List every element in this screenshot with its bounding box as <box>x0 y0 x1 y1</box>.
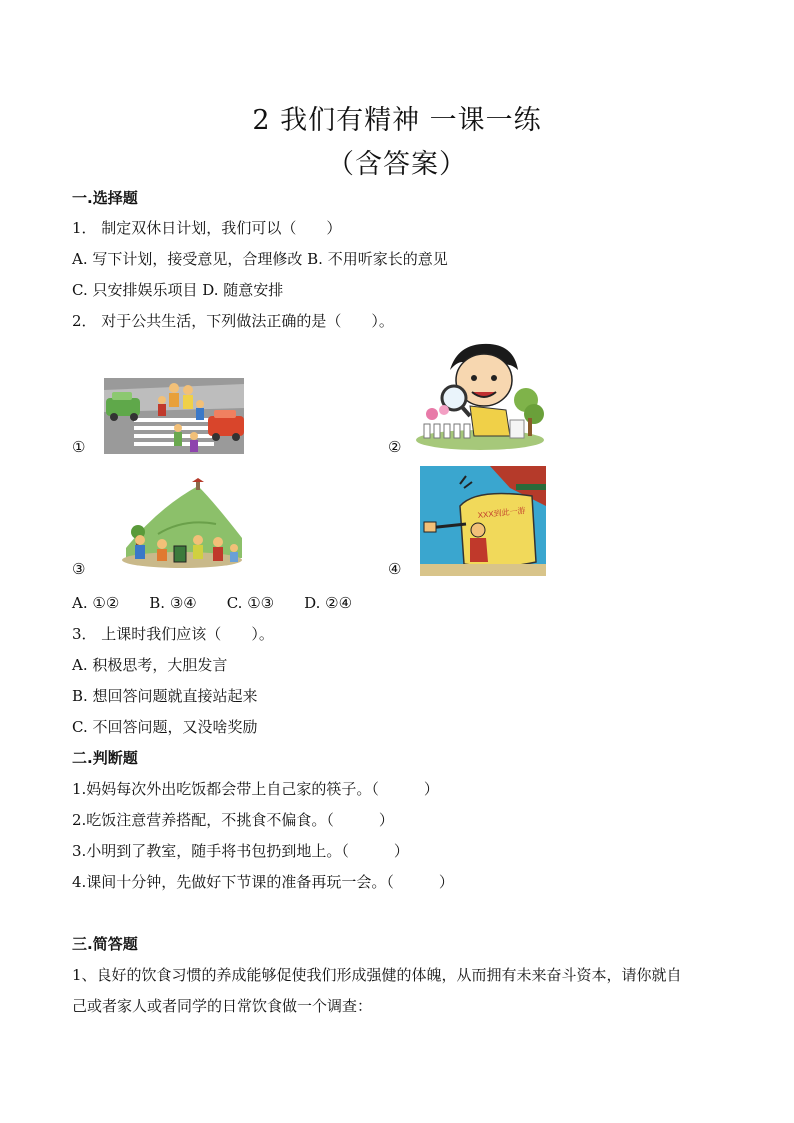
question-2-options: A. ①② B. ③④ C. ①③ D. ②④ <box>72 594 353 612</box>
picture-label-1: ① <box>72 438 86 456</box>
question-3-option-b: B. 想回答问题就直接站起来 <box>72 687 258 705</box>
picture-4-sign-text: XXX到此一游 <box>477 506 526 520</box>
question-3-option-a: A. 积极思考，大胆发言 <box>72 656 228 674</box>
question-1-options-ab: A. 写下计划，接受意见，合理修改 B. 不用听家长的意见 <box>72 250 448 268</box>
picture-boy-magnifier <box>410 340 545 452</box>
question-1-stem: 1． 制定双休日计划，我们可以（ ） <box>72 219 342 237</box>
question-3-option-c: C. 不回答问题，又没啥奖励 <box>72 718 258 736</box>
picture-label-4: ④ <box>388 560 402 578</box>
section-heading-short-answer: 三.简答题 <box>72 935 138 953</box>
picture-label-3: ③ <box>72 560 86 578</box>
question-3-stem: 3． 上课时我们应该（ ）。 <box>72 625 274 643</box>
short-answer-1-line-2: 己或者家人或者同学的日常饮食做一个调查： <box>72 997 373 1015</box>
judgment-item-1: 1.妈妈每次外出吃饭都会带上自己家的筷子。（ ） <box>72 780 439 798</box>
question-1-options-cd: C. 只安排娱乐项目 D. 随意安排 <box>72 281 284 299</box>
judgment-item-3: 3.小明到了教室，随手将书包扔到地上。（ ） <box>72 842 409 860</box>
picture-graffiti-relic <box>420 466 546 576</box>
section-heading-judgment: 二.判断题 <box>72 749 138 767</box>
short-answer-1-line-1: 1、良好的饮食习惯的养成能够促使我们形成强健的体魄，从而拥有未来奋斗资本，请你就自 <box>72 966 682 984</box>
picture-label-2: ② <box>388 438 402 456</box>
judgment-item-4: 4.课间十分钟，先做好下节课的准备再玩一会。（ ） <box>72 873 454 891</box>
page-title: 2 我们有精神 一课一练 <box>252 105 542 136</box>
section-heading-choice: 一.选择题 <box>72 189 138 207</box>
picture-traffic-crosswalk <box>104 378 244 454</box>
question-2-stem: 2． 对于公共生活，下列做法正确的是（ ）。 <box>72 312 394 330</box>
judgment-item-2: 2.吃饭注意营养搭配，不挑食不偏食。（ ） <box>72 811 394 829</box>
page-subtitle: （含答案） <box>327 149 467 180</box>
picture-mountain-cleanup <box>118 478 246 570</box>
